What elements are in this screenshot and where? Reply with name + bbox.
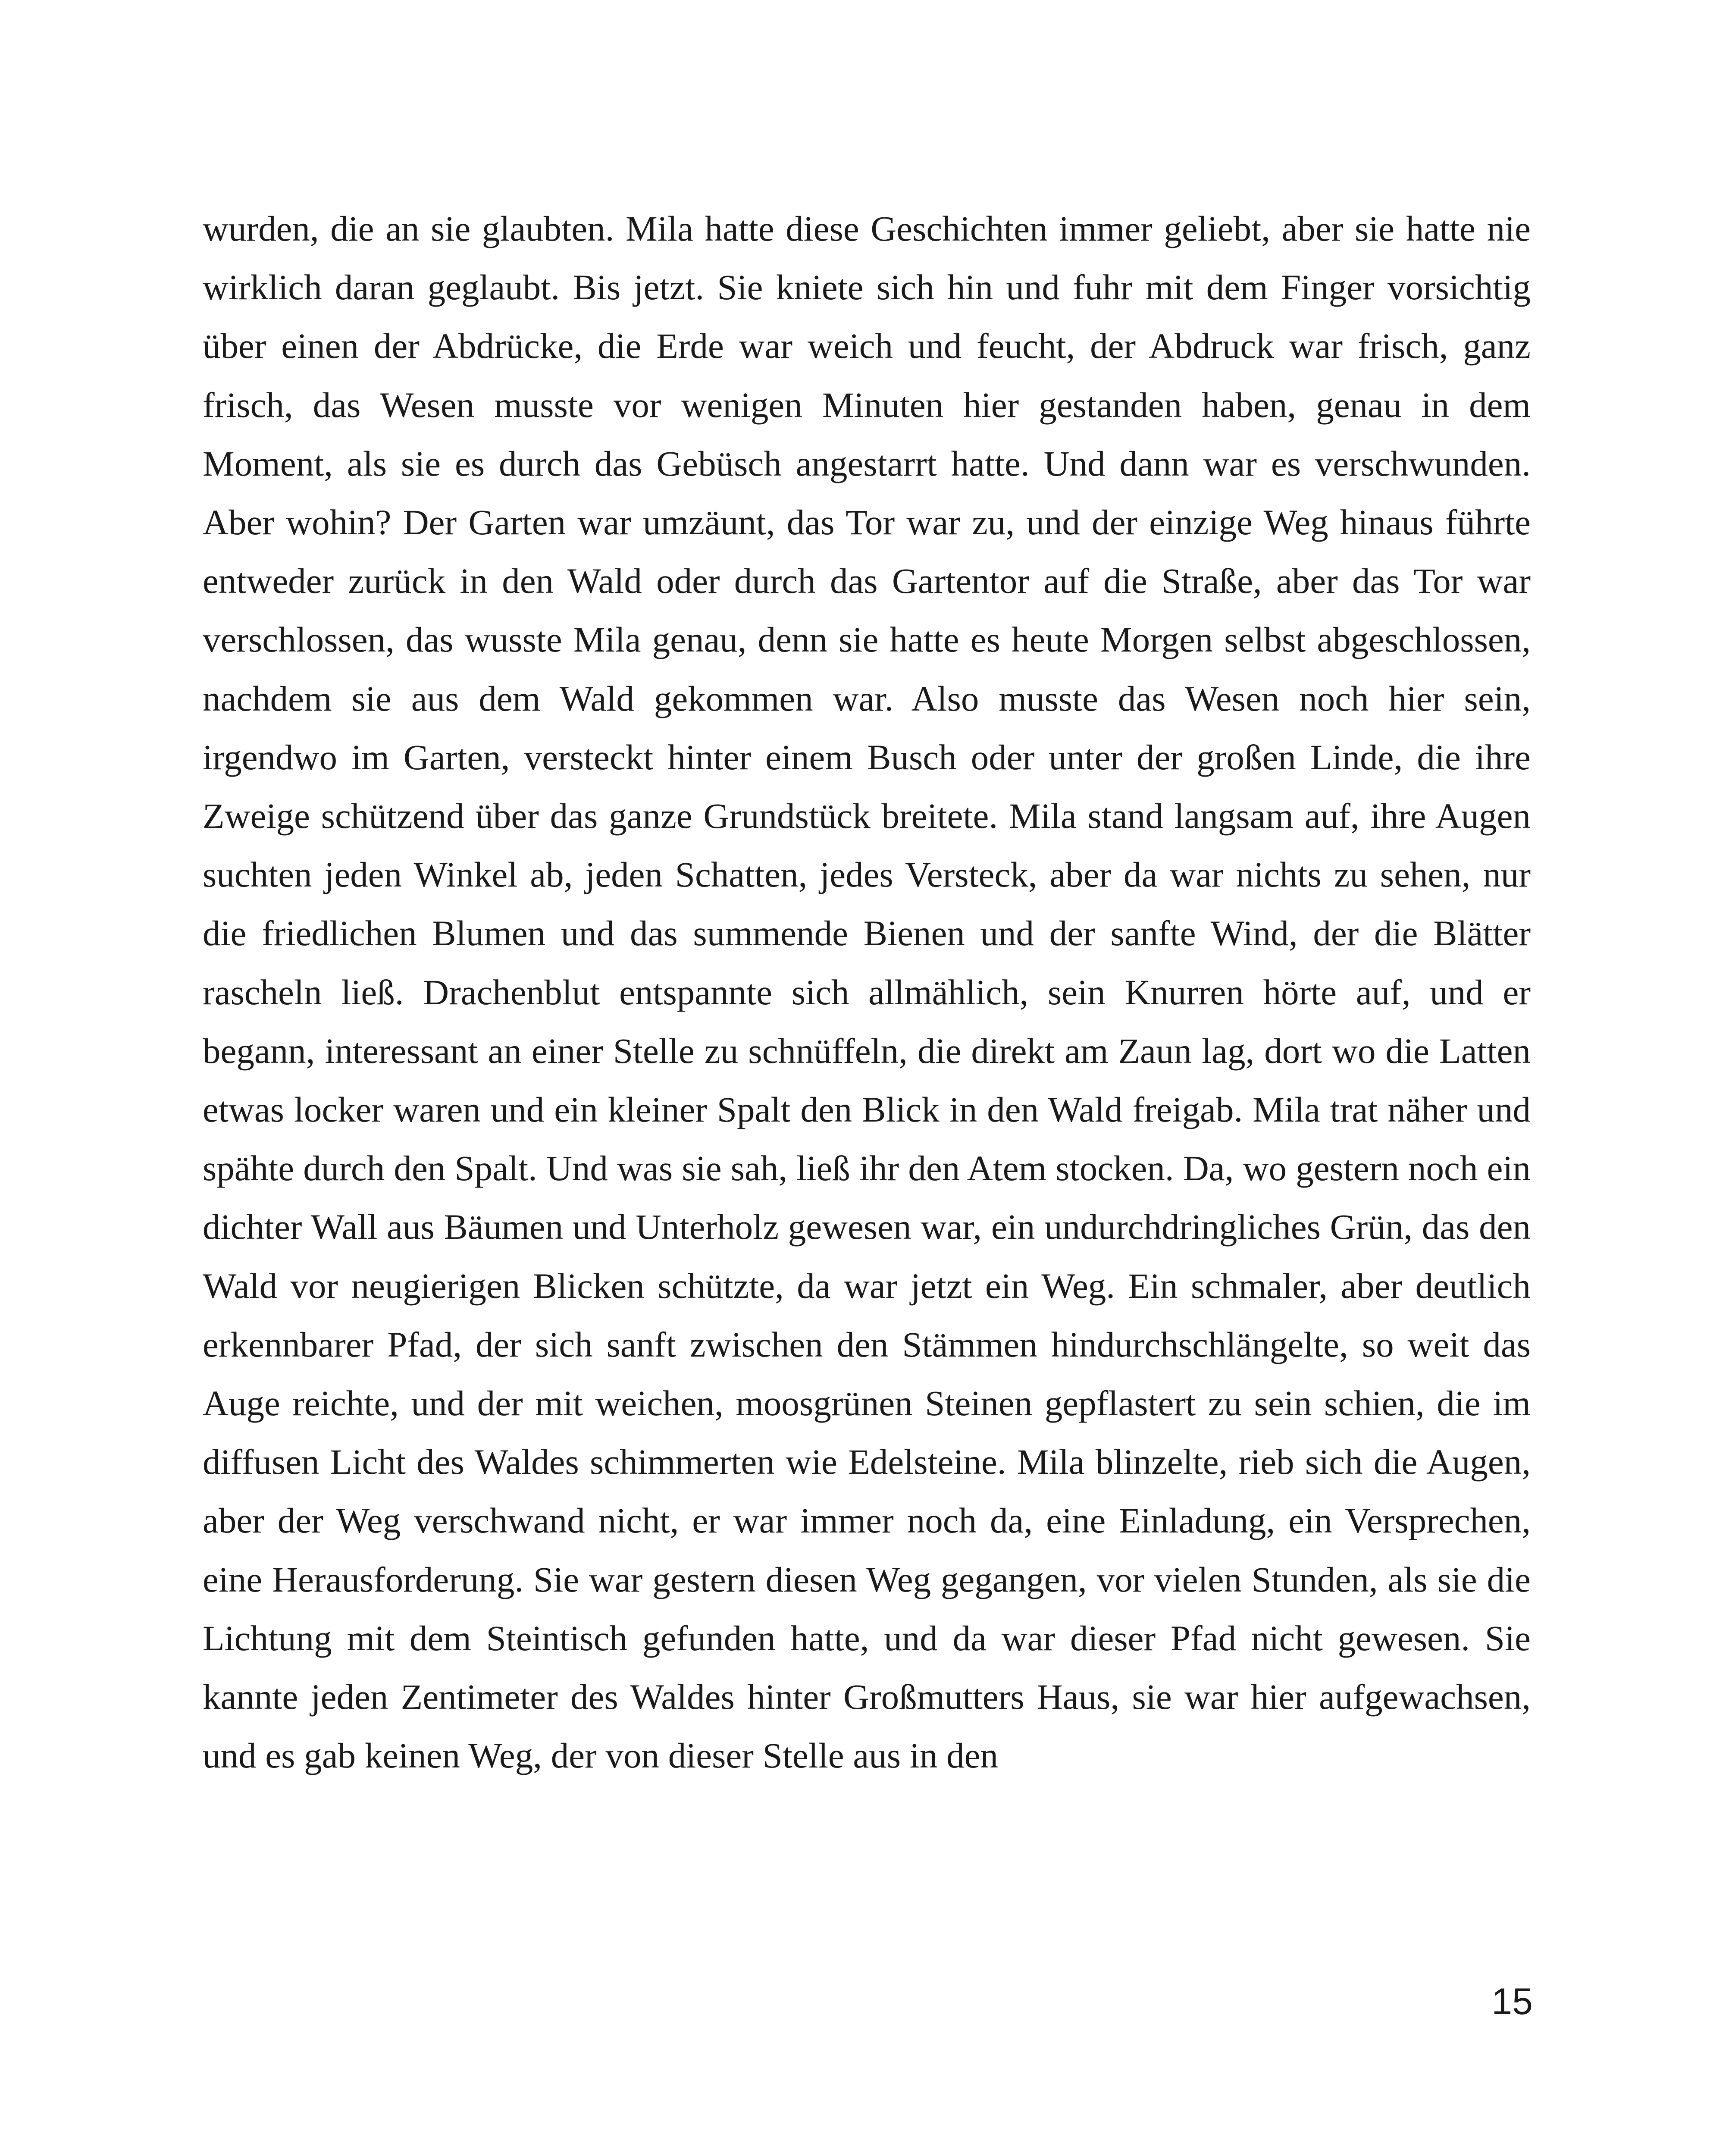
body-paragraph: wurden, die an sie glaubten. Mila hatte diese Geschichten immer geliebt, aber sie hatte nie wirklich daran geglaubt. Bis jetzt. Sie kniete sich hin und fuhr mit dem Finger vorsichtig über einen der Abdrücke, die Erde war weich und feucht, der Abdruck war frisch, ganz frisch, das Wesen musste vor wenigen Minuten hier gestanden haben, genau in dem Moment, als sie es durch das Gebüsch angestarrt hatte. Und dann war es verschwunden. Aber wohin? Der Garten war umzäunt, das Tor war zu, und der einzige Weg hinaus führte entweder zurück in den Wald oder durch das Gartentor auf die Straße, aber das Tor war verschlossen, das wusste Mila genau, denn sie hatte es heute Morgen selbst abgeschlossen, nachdem sie aus dem Wald gekommen war. Also musste das Wesen noch hier sein, irgendwo im Garten, versteckt hinter einem Busch oder unter der großen Linde, die ihre Zweige schützend über das ganze Grundstück breitete. Mila stand langsam auf, ihre Augen suchten jeden Winkel ab, jeden Schatten, jedes Versteck, aber da war nichts zu sehen, nur die friedlichen Blumen und das summende Bienen und der sanfte Wind, der die Blätter rascheln ließ. Drachenblut entspannte sich allmählich, sein Knurren hörte auf, und er begann, interessant an einer Stelle zu schnüffeln, die direkt am Zaun lag, dort wo die Latten etwas locker waren und ein kleiner Spalt den Blick in den Wald freigab. Mila trat näher und spähte durch den Spalt. Und was sie sah, ließ ihr den Atem stocken. Da, wo gestern noch ein dichter Wall aus Bäumen und Unterholz gewesen war, ein undurchdringliches Grün, das den Wald vor neugierigen Blicken schützte, da war jetzt ein Weg. Ein schmaler, aber deutlich erkennbarer Pfad, der sich sanft zwischen den Stämmen hindurchschlängelte, so weit das Auge reichte, und der mit weichen, moosgrünen Steinen gepflastert zu sein schien, die im diffusen Licht des Waldes schimmerten wie Edelsteine. Mila blinzelte, rieb sich die Augen, aber der Weg verschwand nicht, er war immer noch da, eine Einladung, ein Versprechen, eine Herausforderung. Sie war gestern diesen Weg gegangen, vor vielen Stunden, als sie die Lichtung mit dem Steintisch gefunden hatte, und da war dieser Pfad nicht gewesen. Sie kannte jeden Zentimeter des Waldes hinter Großmutters Haus, sie war hier aufgewachsen, und es gab keinen Weg, der von dieser Stelle aus in den <box>203 209 1531 1776</box>
page-number: 15 <box>1491 1981 1533 2022</box>
